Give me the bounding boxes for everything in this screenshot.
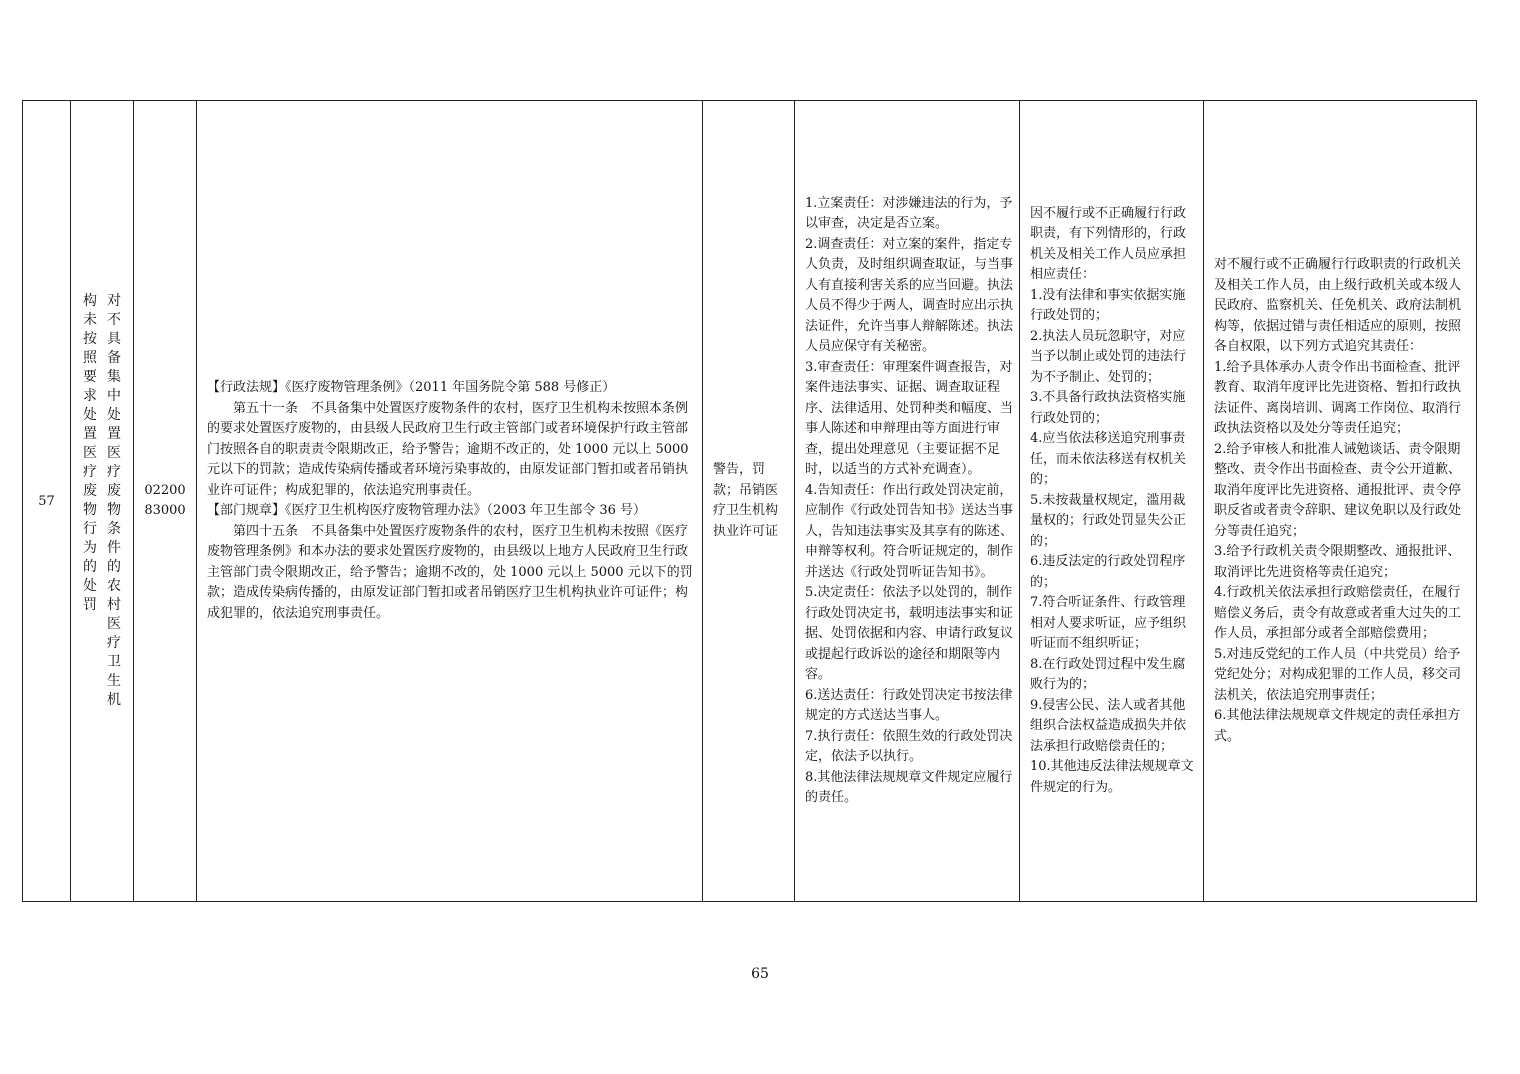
accountability-methods [1204,101,1477,902]
accountability-case: 1.没有法律和事实依据实施行政处罚的； [1030,287,1186,324]
item-code-line1: 02200 [144,483,186,498]
power-list-table [22,100,1477,902]
accountability-case: 8.在行政处罚过程中发生腐败行为的； [1030,656,1186,693]
item-name-cell [71,101,134,902]
responsibility-item: 8.其他法律法规规章文件规定应履行的责任。 [805,769,1013,805]
responsibility-item: 7.执行责任：依照生效的行政处罚决定，依法予以执行。 [805,728,1013,764]
penalty-type: 警告，罚款；吊销医疗卫生机构执业许可证 [703,101,795,902]
accountability-cases [1020,101,1204,902]
basis-rule-article: 第四十五条 不具备集中处置医疗废物条件的农村，医疗卫生机构未按照《医疗废物管理条例》和本办法的要求处置医疗废物的，由县级以上地方人民政府卫生行政主管部门责令限期改正，给予警告；逾期不改的，处 1000 元以上 5000 元以下的罚款；造成传染病传播的，由原发证部门暂扣或者吊销医疗卫生机构执业许可证件；构成犯罪的，依法追究刑事责任。 [207,523,693,621]
item-code-line2: 83000 [144,503,186,518]
responsibility-item: 3.审查责任：审理案件调查报告，对案件违法事实、证据、调查取证程序、法律适用、处罚种类和幅度、当事人陈述和申辩理由等方面进行审查，提出处理意见（主要证据不足时，以适当的方式补充调查）。 [805,359,1014,477]
accountability-case: 6.违反法定的行政处罚程序的； [1030,554,1186,590]
basis-regulation-title: 【行政法规】《医疗废物管理条例》（2011 年国务院令第 588 号修正） [207,380,616,395]
accountability-method: 1.给予具体承办人责令作出书面检查、批评教育、取消年度评比先进资格、暂扣行政执法证件、离岗培训、调离工作岗位、取消行政执法资格以及处分等责任追究； [1214,359,1462,436]
accountability-case: 10.其他违反法律法规规章文件规定的行为。 [1030,759,1194,795]
accountability-case: 7.符合听证条件、行政管理相对人要求听证，应予组织听证而不组织听证； [1030,595,1187,652]
basis-rule-title: 【部门规章】《医疗卫生机构医疗废物管理办法》（2003 年卫生部令 36 号） [207,503,647,518]
responsibility-list [795,101,1020,902]
item-code [134,101,197,902]
item-name-column: 构 未 按 照 要 求 处 置 医 疗 废 物 行 为 的 处 罚 [83,293,97,613]
accountability-method: 5.对违反党纪的工作人员（中共党员）给予党纪处分；对构成犯罪的工作人员，移交司法机关，依法追究刑事责任； [1214,646,1462,703]
accountability-case: 因不履行或不正确履行行政职责，有下列情形的，行政机关及相关工作人员应承担相应责任： [1030,205,1187,283]
row-number: 57 [23,101,71,902]
accountability-case: 4.应当依法移送追究刑事责任，而未依法移送有权机关的； [1030,431,1187,488]
table-row [23,101,1477,902]
accountability-method: 2.给予审核人和批准人诫勉谈话、责令限期整改、责令作出书面检查、责令公开道歉、取消年度评比先进资格、通报批评、责令停职反省或者责令辞职、建议免职以及行政处分等责任追究； [1214,441,1462,539]
accountability-method: 3.给予行政机关责令限期整改、通报批评、取消评比先进资格等责任追究； [1214,544,1461,580]
accountability-method: 对不履行或不正确履行行政职责的行政机关及相关工作人员，由上级行政机关或本级人民政府、监察机关、任免机关、政府法制机构等，依据过错与责任相适应的原则，按照各自权限，以下列方式追究其责任： [1214,257,1462,354]
accountability-method: 6.其他法律法规规章文件规定的责任承担方式。 [1214,708,1461,744]
responsibility-item: 1.立案责任：对涉嫌违法的行为，予以审查，决定是否立案。 [805,195,1013,231]
accountability-case: 5.未按裁量权规定，滥用裁量权的；行政处罚显失公正的； [1030,492,1187,549]
accountability-case: 2.执法人员玩忽职守，对应当予以制止或处罚的违法行为不予制止、处罚的； [1030,328,1187,385]
basis-regulation-article: 第五十一条 不具备集中处置医疗废物条件的农村，医疗卫生机构未按照本条例的要求处置医疗废物的，由县级人民政府卫生行政主管部门或者环境保护行政主管部门按照各自的职责责令限期改正，给予警告；逾期不改正的，处 1000 元以上 5000 元以下的罚款；造成传染病传播或者环境污染事故的，由原发证部门暂扣或者吊销执业许可证件；构成犯罪的，依法追究刑事责任。 [207,400,689,498]
responsibility-item: 2.调查责任：对立案的案件，指定专人负责，及时组织调查取证，与当事人有直接利害关系的应当回避。执法人员不得少于两人，调查时应出示执法证件，允许当事人辩解陈述。执法人员应保守有关秘密。 [805,236,1014,354]
responsibility-item: 5.决定责任：依法予以处罚的，制作行政处罚决定书，载明违法事实和证据、处罚依据和内容、申请行政复议或提起行政诉讼的途径和期限等内容。 [805,585,1014,682]
accountability-case: 9.侵害公民、法人或者其他组织合法权益造成损失并依法承担行政赔偿责任的； [1030,697,1187,754]
responsibility-item: 6.送达责任：行政处罚决定书按法律规定的方式送达当事人。 [805,687,1013,723]
item-name-column: 对 不 具 备 集 中 处 置 医 疗 废 物 条 件 的 农 村 医 疗 卫 生 机 [107,293,121,708]
accountability-method: 4.行政机关依法承担行政赔偿责任，在履行赔偿义务后，责令有故意或者重大过失的工作人员，承担部分或者全部赔偿费用； [1214,585,1462,641]
accountability-case: 3.不具备行政执法资格实施行政处罚的； [1030,390,1186,426]
responsibility-item: 4.告知责任：作出行政处罚决定前，应制作《行政处罚告知书》送达当事人，告知违法事实及其享有的陈述、申辩等权利。符合听证规定的，制作并送达《行政处罚听证告知书》。 [805,482,1014,580]
page-number: 65 [751,966,769,982]
legal-basis [197,101,703,902]
item-name [71,292,133,710]
